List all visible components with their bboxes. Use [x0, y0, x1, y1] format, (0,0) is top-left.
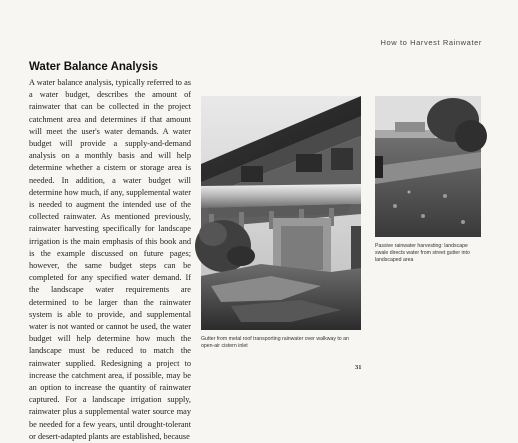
running-head: How to Harvest Rainwater	[380, 38, 482, 47]
caption-landscape-swale: Passive rainwater harvesting: landscape swale directs water from street gutter into landscaped area	[375, 243, 470, 263]
section-title: Water Balance Analysis	[29, 61, 158, 73]
page-number: 31	[355, 364, 362, 371]
caption-gutter-roof: Gutter from metal roof transporting rainwater over walkway to an open-air cistern inlet	[201, 336, 349, 349]
photo-gutter-roof	[201, 96, 361, 330]
gutter-roof-illustration	[201, 96, 361, 330]
landscape-swale-illustration	[375, 96, 481, 237]
body-paragraph: A water balance analysis, typically referred to as a water budget, describes the amount of rainwater that can be collected in the project catchment area and determines if that amount will meet the user's water demands. A water budget will provide a supply-and-demand analysis on a monthly basis and will help determine whether a cistern or storage area is needed. In addition, a water budget will determine how much, if any, supplemental water is needed to augment the intended use of the collected rainwater. As mentioned previously, rainwater harvesting specifically for landscape irrigation is the main emphasis of this book and is the example discussed on future pages; however, the same budget steps can be completed for any specified water demand. If the landscape water requirements are determined to be larger than the rainwater system is able to provide, and supplemental water is not wanted or cannot be used, the water budget will help determine how much the landscape must be reduced to match the rainwater supplied. Redesigning a project to increase the catchment area, if possible, may be an option to increase the quantity of rainwater captured. For a landscape irrigation supply, rainwater plus a supplemental water source may be needed for a few years, until drought-tolerant or desert-adapted plants are established, because	[29, 78, 191, 441]
photo-landscape-swale	[375, 96, 481, 237]
